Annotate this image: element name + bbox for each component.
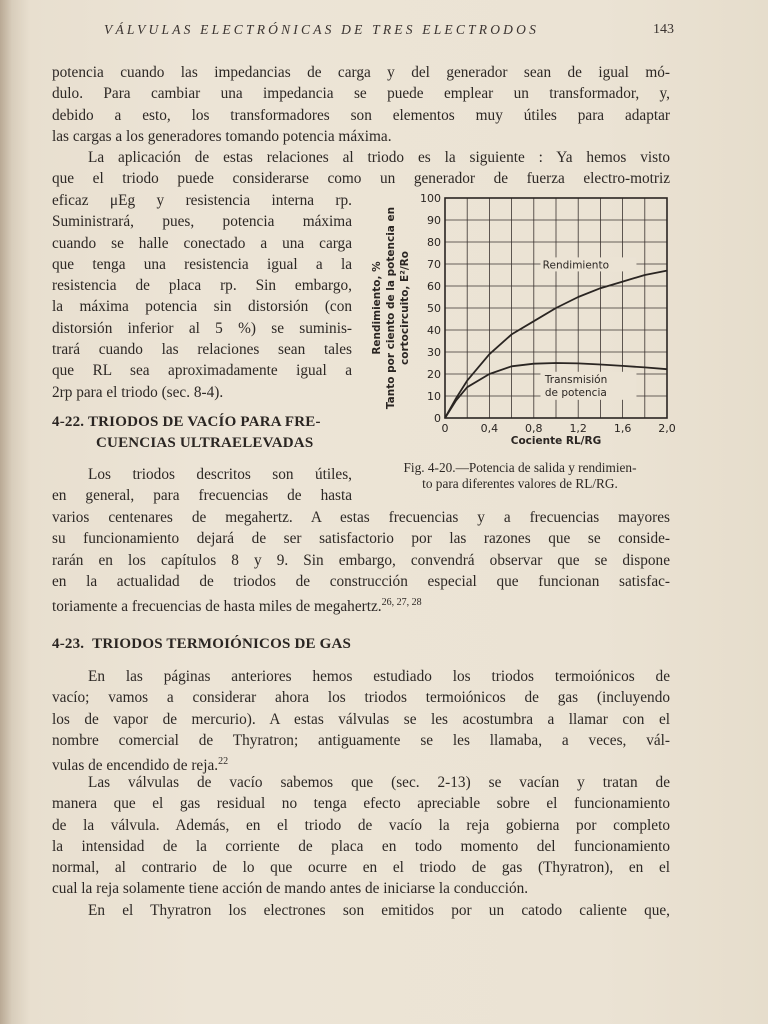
- running-title: VÁLVULAS ELECTRÓNICAS DE TRES ELECTRODOS: [104, 22, 540, 37]
- text-line: En las páginas anteriores hemos estudiado los triodos termoiónicos de: [88, 668, 670, 685]
- x-axis-label: Cociente RL/RG: [510, 435, 602, 447]
- y-tick-label: 100: [420, 192, 441, 205]
- rendimiento-label: Rendimiento: [542, 259, 610, 272]
- text-line: de la válvula. Además, en el triodo de vacío la reja gobierna por completo: [52, 816, 670, 834]
- figure-caption-line1: Fig. 4-20.—Potencia de salida y rendimien-: [403, 460, 637, 475]
- text-line: eficaz μEg y resistencia interna rp.: [52, 192, 352, 209]
- x-tick-label: 1,2: [569, 422, 587, 435]
- text-line: resistencia de placa rp. Sin embargo,: [52, 277, 352, 295]
- text-line: Las válvulas de vacío sabemos que (sec. 2-13) se vacían y tratan de: [88, 774, 670, 791]
- footnote-refs: 26, 27, 28: [381, 597, 422, 609]
- paragraph-1: [52, 62, 670, 147]
- y-tick-label: 0: [434, 412, 441, 425]
- y-axis-label: Tanto por ciento de la potencia en: [385, 206, 397, 410]
- section-4-22-title-line1: TRIODOS DE VACÍO PARA FRE-: [87, 414, 321, 430]
- section-4-23-heading: [52, 636, 351, 653]
- x-tick-label: 0,8: [525, 422, 543, 435]
- text-line: Los triodos descritos son útiles,: [88, 466, 352, 483]
- y-axis-label: Rendimiento, %: [371, 261, 383, 355]
- text-line: La aplicación de estas relaciones al triodo es la siguiente : Ya hemos visto: [88, 149, 670, 166]
- text-line: Suministrará, pues, potencia máxima: [52, 213, 352, 231]
- y-tick-label: 70: [427, 258, 441, 271]
- text-line: su funcionamiento dejará de ser satisfactorio por las razones que se conside-: [52, 530, 670, 548]
- text-line: trará cuando las relaciones sean tales: [52, 341, 352, 359]
- text-line: cual la reja solamente tiene acción de mando antes de iniciarse la conducción.: [52, 880, 529, 898]
- page-number: 143: [653, 22, 674, 37]
- section-4-22-title-line2: CUENCIAS ULTRAELEVADAS: [96, 435, 314, 451]
- section-4-22-number: 4-22.: [52, 414, 85, 430]
- text-line: nombre comercial de Thyratron; antiguamente se les llamaba, a veces, vál-: [52, 731, 670, 749]
- text-line: la máxima potencia sin distorsión (con: [52, 298, 352, 316]
- transmision-label-line2: de potencia: [544, 386, 607, 399]
- y-tick-label: 10: [427, 390, 441, 403]
- y-tick-label: 80: [427, 236, 441, 249]
- text-line: la intensidad de la corriente de placa en todo momento del funcionamiento: [52, 837, 670, 855]
- text-line: cuando se halle conectado a una carga: [52, 234, 352, 252]
- paragraph-3-full: [52, 507, 670, 616]
- figure-4-20-chart: [360, 186, 680, 456]
- text-line: distorsión inferior al 5 %) se suminis-: [52, 319, 352, 337]
- y-tick-label: 40: [427, 324, 441, 337]
- figure-caption-line2: to para diferentes valores de RL/RG.: [422, 476, 618, 491]
- y-tick-label: 90: [427, 214, 441, 227]
- paragraph-3-narrow: [52, 464, 352, 507]
- paragraph-2-narrow: [52, 190, 352, 403]
- text-line: rarán en los capítulos 8 y 9. Sin embargo, convendrá observar que se dispone: [52, 551, 670, 569]
- text-line: que tenga una resistencia igual a la: [52, 255, 352, 273]
- paragraph-4: [52, 666, 670, 775]
- text-line: varios centenares de megahertz. A estas frecuencias y a frecuencias mayores: [52, 509, 670, 526]
- paragraph-2-full: [52, 147, 670, 190]
- text-line: debido a esto, los transformadores son elementos muy útiles para adaptar: [52, 106, 670, 124]
- text-line: que el triodo puede considerarse como un generador de fuerza electro-motriz: [52, 170, 670, 188]
- text-line: las cargas a los generadores tomando potencia máxima.: [52, 127, 392, 145]
- y-tick-label: 20: [427, 368, 441, 381]
- y-tick-label: 60: [427, 280, 441, 293]
- footnote-ref: 22: [218, 756, 229, 768]
- text-line: potencia cuando las impedancias de carga y del generador sean de igual mó-: [52, 64, 670, 81]
- text-line: dulo. Para cambiar una impedancia se puede emplear un transformador, y,: [52, 85, 670, 103]
- paragraph-6: [52, 900, 670, 921]
- paragraph-5: [52, 772, 670, 900]
- text-line: normal, al contrario de lo que ocurre en el triodo de gas (Thyratron), en el: [52, 859, 670, 877]
- text-line: En el Thyratron los electrones son emitidos por un catodo caliente que,: [88, 902, 670, 919]
- y-tick-label: 50: [427, 302, 441, 315]
- y-tick-label: 30: [427, 346, 441, 359]
- text-line: 2rp para el triodo (sec. 8-4).: [52, 383, 224, 401]
- text-line: que RL sea aproximadamente igual a: [52, 362, 352, 380]
- x-tick-label: 2,0: [658, 422, 676, 435]
- text-line: vacío; vamos a considerar ahora los triodos termoiónicos de gas (incluyendo: [52, 689, 670, 707]
- section-4-23-number: 4-23.: [52, 636, 85, 652]
- x-tick-label: 1,6: [613, 422, 632, 435]
- transmision-label-line1: Transmisión: [544, 373, 608, 386]
- text-line: toriamente a frecuencias de hasta miles de megahertz.$^{26, 27, 28}$: [52, 597, 422, 616]
- text-line: manera que el gas residual no tenga efecto apreciable sobre el funcionamiento: [52, 795, 670, 813]
- section-4-22-heading: [52, 414, 321, 431]
- text-line: en la actualidad de triodos de construcción especial que funcionan satisfac-: [52, 572, 670, 590]
- x-tick-label: 0: [441, 422, 449, 435]
- x-tick-label: 0,4: [480, 422, 499, 435]
- text-line: los de vapor de mercurio). A estas válvulas se les acostumbra a llamar con el: [52, 710, 670, 728]
- running-head: [104, 22, 674, 38]
- figure-caption: [369, 460, 671, 492]
- text-line: en general, para frecuencias de hasta: [52, 487, 352, 505]
- text-line: vulas de encendido de reja.$^{22}$: [52, 756, 229, 775]
- y-axis-label: cortocircuito, E²/Ro: [399, 251, 411, 365]
- section-4-23-title: TRIODOS TERMOIÓNICOS DE GAS: [92, 636, 352, 652]
